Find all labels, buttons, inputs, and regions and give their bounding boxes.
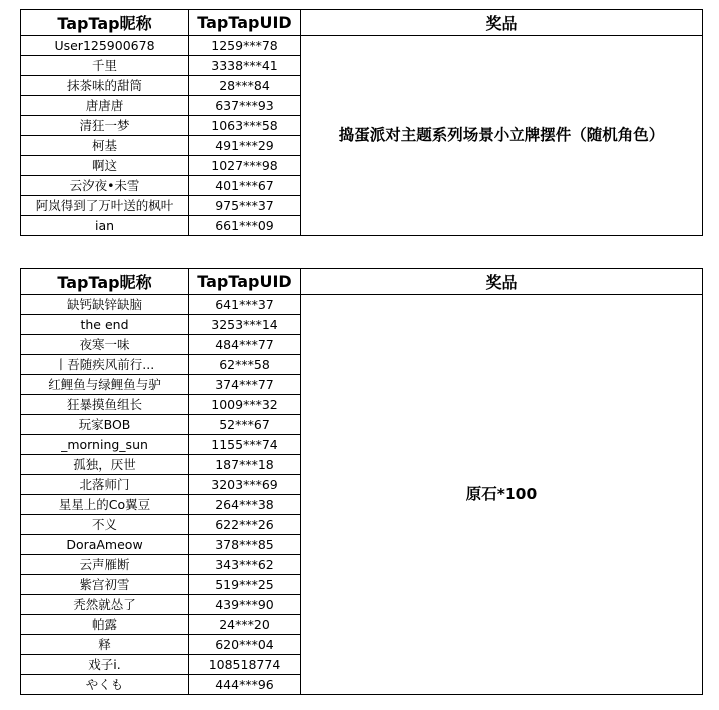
nickname-cell: 云声雁断 — [21, 555, 189, 575]
nickname-cell: 千里 — [21, 56, 189, 76]
uid-cell: 620***04 — [189, 635, 301, 655]
uid-cell: 62***58 — [189, 355, 301, 375]
uid-cell: 975***37 — [189, 196, 301, 216]
nickname-cell: 丨吾随疾风前行... — [21, 355, 189, 375]
table-row — [21, 295, 703, 315]
nickname-cell: やくも — [21, 675, 189, 695]
uid-cell: 3253***14 — [189, 315, 301, 335]
nickname-cell: 北落师门 — [21, 475, 189, 495]
nickname-cell: 清狂一梦 — [21, 116, 189, 136]
nickname-cell: 孤独，厌世 — [21, 455, 189, 475]
nickname-header: TapTap昵称 — [21, 269, 189, 295]
nickname-cell: 紫宫初雪 — [21, 575, 189, 595]
nickname-cell: 阿岚得到了万叶送的枫叶 — [21, 196, 189, 216]
nickname-cell: 抹茶味的甜筒 — [21, 76, 189, 96]
uid-cell: 52***67 — [189, 415, 301, 435]
nickname-cell: 星星上的Co翼豆 — [21, 495, 189, 515]
nickname-cell: _morning_sun — [21, 435, 189, 455]
nickname-cell: 夜寒一味 — [21, 335, 189, 355]
nickname-cell: 帕露 — [21, 615, 189, 635]
uid-cell: 343***62 — [189, 555, 301, 575]
uid-cell: 187***18 — [189, 455, 301, 475]
header-row — [21, 10, 703, 36]
winner-table-1 — [20, 9, 703, 236]
uid-cell: 661***09 — [189, 216, 301, 236]
nickname-cell: 啊这 — [21, 156, 189, 176]
nickname-header: TapTap昵称 — [21, 10, 189, 36]
uid-cell: 1259***78 — [189, 36, 301, 56]
winner-table-2 — [20, 268, 703, 695]
nickname-cell: User125900678 — [21, 36, 189, 56]
uid-cell: 28***84 — [189, 76, 301, 96]
nickname-cell: 柯基 — [21, 136, 189, 156]
uid-cell: 484***77 — [189, 335, 301, 355]
uid-cell: 491***29 — [189, 136, 301, 156]
header-row — [21, 269, 703, 295]
uid-cell: 439***90 — [189, 595, 301, 615]
uid-cell: 3338***41 — [189, 56, 301, 76]
prize-cell: 原石*100 — [301, 295, 703, 695]
uid-cell: 264***38 — [189, 495, 301, 515]
nickname-cell: 释 — [21, 635, 189, 655]
nickname-cell: the end — [21, 315, 189, 335]
nickname-cell: 戏子i. — [21, 655, 189, 675]
nickname-cell: 秃然就怂了 — [21, 595, 189, 615]
uid-cell: 1027***98 — [189, 156, 301, 176]
uid-cell: 108518774 — [189, 655, 301, 675]
winner-table-1-body — [21, 36, 703, 236]
nickname-cell: DoraAmeow — [21, 535, 189, 555]
uid-cell: 444***96 — [189, 675, 301, 695]
nickname-cell: ian — [21, 216, 189, 236]
uid-cell: 378***85 — [189, 535, 301, 555]
uid-cell: 1155***74 — [189, 435, 301, 455]
uid-cell: 519***25 — [189, 575, 301, 595]
uid-cell: 1063***58 — [189, 116, 301, 136]
uid-cell: 622***26 — [189, 515, 301, 535]
nickname-cell: 玩家BOB — [21, 415, 189, 435]
uid-cell: 641***37 — [189, 295, 301, 315]
uid-cell: 374***77 — [189, 375, 301, 395]
table-row — [21, 36, 703, 56]
nickname-cell: 红鲤鱼与绿鲤鱼与驴 — [21, 375, 189, 395]
prize-cell: 捣蛋派对主题系列场景小立牌摆件（随机角色） — [301, 36, 703, 236]
nickname-cell: 缺钙缺锌缺脑 — [21, 295, 189, 315]
uid-header: TapTapUID — [189, 10, 301, 36]
uid-cell: 637***93 — [189, 96, 301, 116]
winner-table-2-body — [21, 295, 703, 695]
uid-cell: 401***67 — [189, 176, 301, 196]
uid-cell: 1009***32 — [189, 395, 301, 415]
uid-cell: 3203***69 — [189, 475, 301, 495]
nickname-cell: 狂暴摸鱼组长 — [21, 395, 189, 415]
nickname-cell: 云汐夜•未雪 — [21, 176, 189, 196]
nickname-cell: 不义 — [21, 515, 189, 535]
prize-header: 奖品 — [301, 269, 703, 295]
uid-cell: 24***20 — [189, 615, 301, 635]
uid-header: TapTapUID — [189, 269, 301, 295]
nickname-cell: 唐唐唐 — [21, 96, 189, 116]
prize-header: 奖品 — [301, 10, 703, 36]
